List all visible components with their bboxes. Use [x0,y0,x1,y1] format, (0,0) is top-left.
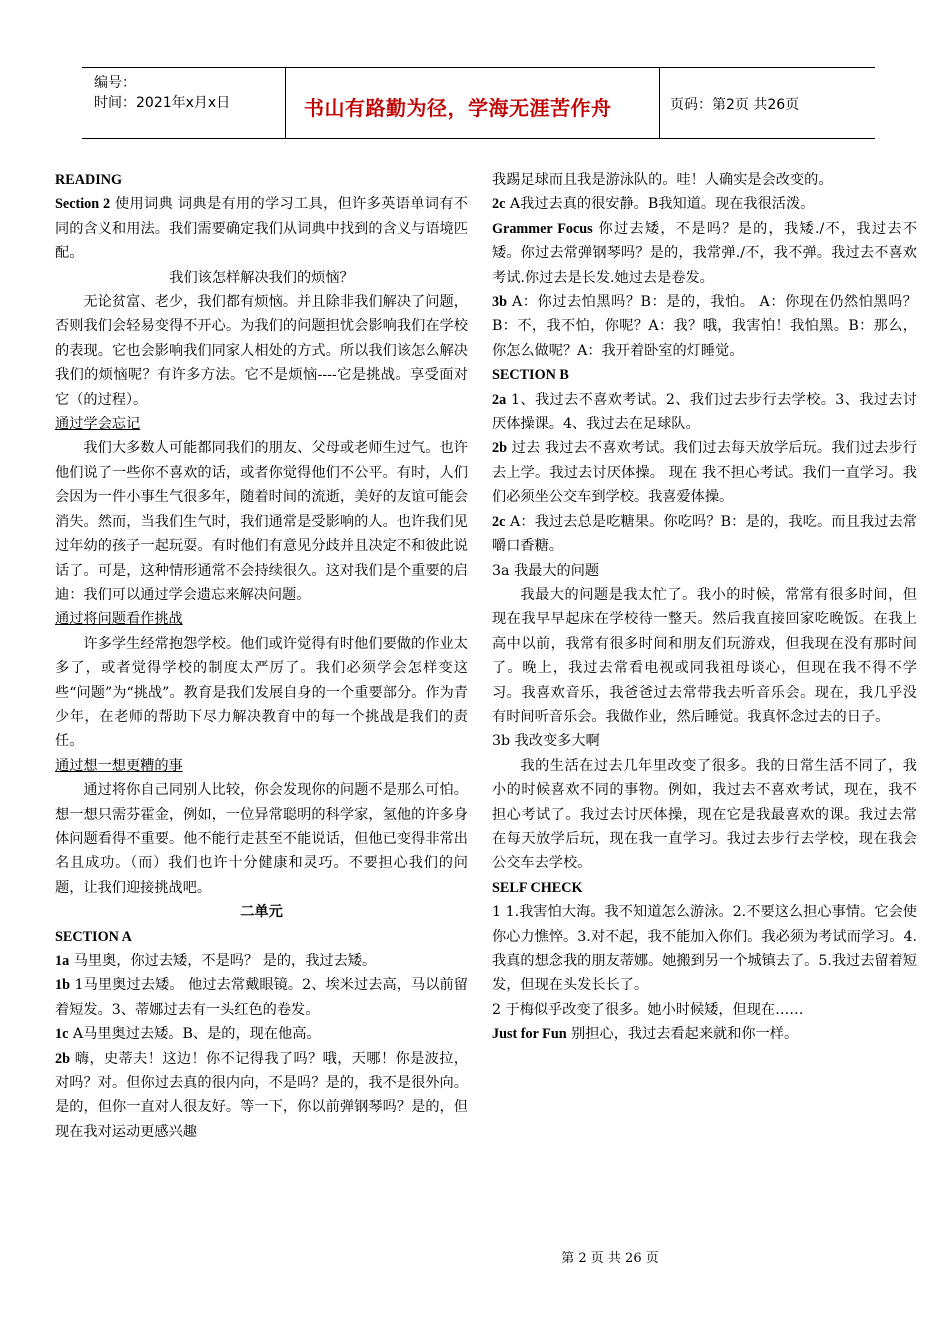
subheading: 通过将问题看作挑战 [55,611,183,628]
paragraph: 1 1.我害怕大海。我不知道怎么游泳。2.不要这么担心事情。它会使你心力憔悴。3.对不起，我不能加入你们。我必须为考试而学习。4.我真的想念我的朋友蒂娜。她搬到另一个城镇去了。5.我过去留着短发，但现在头发长长了。 [492,904,917,994]
header-motto-cell [286,68,660,138]
unit-heading: 二单元 [240,904,283,921]
subheading: 通过想一想更糟的事 [55,757,183,774]
exercise-item [492,388,917,437]
section2-text: 使用词典 词典是有用的学习工具，但许多英语单词有不同的含义和用法。我们需要确定我们从词典中找到的含义与语境匹配。 [55,196,468,262]
exercise-text: A我过去真的很安静。B我知道。现在我很活泼。 [505,196,815,213]
header-page-cell [660,68,875,138]
exercise-item [492,290,917,363]
page-header [82,67,875,139]
exercise-text: A：我过去总是吃糖果。你吃吗？B：是的，我吃。而且我过去常嚼口香糖。 [492,513,917,555]
right-column [492,168,917,1047]
paragraph: 2 于梅似乎改变了很多。她小时候矮，但现在…… [492,1001,804,1018]
exercise-tag: 2c [492,196,506,213]
subheading: 3b 我改变多大啊 [492,733,600,750]
paragraph: 我们大多数人可能都同我们的朋友、父母或老师生过气。也许他们说了一些你不喜欢的话，或者你觉得他们不公平。有时，人们会因为一件小事生气很多年，随着时间的流逝，美好的友谊可能会消失。然而，当我们生气时，我们通常是受影响的人。也许我们见过年幼的孩子一起玩耍。有时他们有意见分歧并且决定不和彼此说话了。可是，这种情形通常不会持续很久。这对我们是个重要的启迪：我们可以通过学会遗忘来解决问题。 [55,440,468,603]
exercise-item [492,510,917,559]
continued-text: 我踢足球而且我是游泳队的。哇！人确实是会改变的。 [492,172,833,188]
exercise-tag: 2c [492,513,506,530]
exercise-item [492,436,917,509]
exercise-item [55,1047,468,1145]
exercise-item [492,192,917,216]
reading-heading: READING [55,172,123,188]
exercise-item [492,1022,917,1046]
exercise-item [492,217,917,290]
page-footer: 第 2 页 共 26 页 [561,1251,659,1266]
exercise-text: 过去 我过去不喜欢考试。我们过去每天放学后玩。我们过去步行去上学。我过去讨厌体操。 现在 我不担心考试。我们一直学习。我们必须坐公交车到学校。我喜爱体操。 [492,440,917,506]
exercise-tag: Just for Fun [492,1026,567,1043]
section-b-heading: SECTION B [492,367,569,384]
subheading: 通过学会忘记 [55,416,141,433]
exercise-text: A马里奥过去矮。B、是的，现在他高。 [68,1026,321,1043]
exercise-item [55,973,468,1022]
exercise-text: 你过去矮，不是吗？是的，我矮./不，我过去不矮。你过去常弹钢琴吗？是的，我常弹./不，我不弹。我过去不喜欢考试.你过去是长发.她过去是卷发。 [492,220,917,286]
paragraph: 通过将你自己同别人比较，你会发现你的问题不是那么可怕。想一想只需芬霍金，例如，一位异常聪明的科学家，氢他的许多身体问题看得不重要。他不能行走甚至不能说话，但他已变得非常出名且成功。（而）我们也许十分健康和灵巧。不要担心我们的问题，让我们迎接挑战吧。 [55,782,468,896]
motto: 书山有路勤为径，学海无涯苦作舟 [304,96,612,120]
exercise-text: 1、我过去不喜欢考试。2、我们过去步行去学校。3、我过去讨厌体操课。4、我过去在足球队。 [492,391,917,433]
exercise-tag: 1b [55,977,70,994]
exercise-tag: Grammer Focus [492,220,593,237]
section-a-heading: SECTION A [55,928,132,945]
exercise-text: A：你过去怕黑吗？B：是的，我怕。 A：你现在仍然怕黑吗？B：不，我不怕，你呢？A：我？哦，我害怕！我怕黑。B：那么，你怎么做呢？A：我开着卧室的灯睡觉。 [492,294,917,359]
subheading: 3a 我最大的问题 [492,562,600,579]
exercise-tag: 1c [55,1026,69,1043]
exercise-tag: 2a [492,391,507,408]
exercise-tag: 1a [55,953,70,969]
exercise-item [55,1022,468,1046]
exercise-text: 1马里奥过去矮。 他过去常戴眼镜。2、埃米过去高，马以前留着短发。3、蒂娜过去有一头红色的卷发。 [55,977,468,1018]
exercise-item [55,949,468,973]
number-label: 编号： [94,75,136,91]
header-info-cell [82,68,286,138]
paragraph: 无论贫富、老少，我们都有烦恼。并且除非我们解决了问题，否则我们会轻易变得不开心。为我们的问题担忧会影响我们在学校的表现。它也会影响我们同家人相处的方式。所以我们该怎么解决我们的烦恼呢？有许多方法。它不是烦恼----它是挑战。享受面对它（的过程）。 [55,294,468,408]
article-title: 我们该怎样解决我们的烦恼？ [169,269,354,286]
paragraph: 许多学生经常抱怨学校。他们或许觉得有时他们要做的作业太多了，或者觉得学校的制度太严厉了。我们必须学会怎样变这些“问题”为“挑战”。教育是我们发展自身的一个重要部分。作为青少年，在老师的帮助下尽力解决教育中的每一个挑战是我们的责任。 [55,635,468,750]
exercise-tag: 3b [492,294,507,311]
left-column [55,168,468,1144]
section2-paragraph [55,192,468,265]
self-check-heading: SELF CHECK [492,879,583,896]
paragraph: 我最大的问题是我太忙了。我小的时候，常常有很多时间，但现在我早早起床在学校待一整天。然后我直接回家吃晚饭。在我上高中以前，我常有很多时间和朋友们玩游戏，但我现在没有那时间了。晚上，我过去常看电视或同我祖母谈心，但现在我不得不学习。我喜欢音乐，我爸爸过去常带我去听音乐会。现在，我几乎没有时间听音乐会。我做作业，然后睡觉。我真怀念过去的日子。 [492,586,917,725]
exercise-text: 别担心，我过去看起来就和你一样。 [566,1026,799,1043]
exercise-tag: 2b [55,1050,70,1067]
page-label: 页码：第2页 共26页 [670,97,800,113]
time-label: 时间：2021年x月x日 [94,95,231,111]
exercise-text: 马里奥，你过去矮，不是吗？ 是的，我过去矮。 [69,953,377,969]
exercise-tag: 2b [492,440,507,457]
paragraph: 我的生活在过去几年里改变了很多。我的日常生活不同了，我小的时候喜欢不同的事物。例如，我过去不喜欢考试，现在，我不担心考试了。我过去讨厌体操，现在它是我最喜欢的课。我过去常在每天放学后玩，现在我一直学习。我过去步行去学校，现在我会公交车去学校。 [492,757,917,872]
section-tag: Section 2 [55,196,111,213]
exercise-text: 嗨，史蒂夫！这边！你不记得我了吗？哦，天哪！你是波拉，对吗？对。但你过去真的很内向，不是吗？是的，我不是很外向。是的，但你一直对人很友好。等一下，你以前弹钢琴吗？是的，但现在我对运动更感兴趣 [55,1050,468,1140]
